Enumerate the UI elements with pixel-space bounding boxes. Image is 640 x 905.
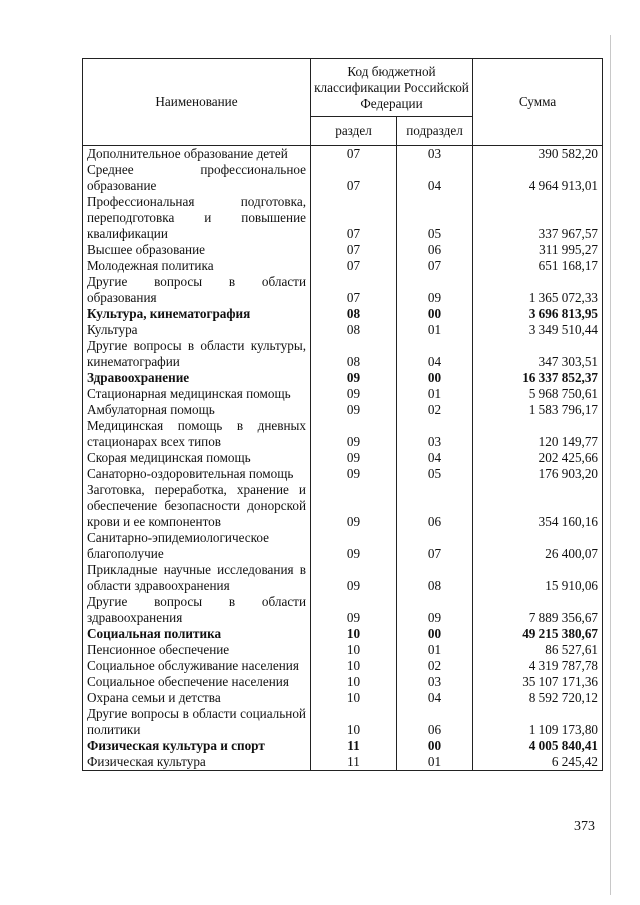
row-name: Другие вопросы в области образования: [83, 274, 311, 306]
table-row: [83, 162, 603, 194]
row-subsection: 04: [397, 338, 473, 370]
budget-table: [82, 58, 603, 771]
table-row: [83, 242, 603, 258]
table-row: [83, 146, 603, 163]
row-section: 10: [311, 642, 397, 658]
row-subsection: 07: [397, 530, 473, 562]
table-row: [83, 738, 603, 754]
row-section: 08: [311, 322, 397, 338]
row-name: Скорая медицинская помощь: [83, 450, 311, 466]
row-name: Здравоохранение: [83, 370, 311, 386]
row-subsection: 01: [397, 322, 473, 338]
table-row: [83, 562, 603, 594]
row-name: Физическая культура: [83, 754, 311, 771]
row-name: Заготовка, переработка, хранение и обеспечение безопасности донорской крови и ее компонентов: [83, 482, 311, 530]
row-subsection: 05: [397, 194, 473, 242]
row-subsection: 03: [397, 674, 473, 690]
row-section: 09: [311, 450, 397, 466]
table-row: [83, 258, 603, 274]
row-subsection: 09: [397, 274, 473, 306]
table-row: [83, 402, 603, 418]
row-name: Социальная политика: [83, 626, 311, 642]
row-subsection: 06: [397, 242, 473, 258]
row-sum: 354 160,16: [473, 482, 603, 530]
row-sum: 6 245,42: [473, 754, 603, 771]
row-name: Молодежная политика: [83, 258, 311, 274]
row-sum: 120 149,77: [473, 418, 603, 450]
row-section: 07: [311, 146, 397, 163]
row-subsection: 07: [397, 258, 473, 274]
header-name: Наименование: [83, 59, 311, 146]
row-section: 09: [311, 402, 397, 418]
row-name: Санитарно-эпидемиологическое благополучие: [83, 530, 311, 562]
row-sum: 15 910,06: [473, 562, 603, 594]
row-subsection: 05: [397, 466, 473, 482]
row-subsection: 03: [397, 418, 473, 450]
row-name: Другие вопросы в области культуры, кинематографии: [83, 338, 311, 370]
row-section: 11: [311, 738, 397, 754]
header-code: Код бюджетной классификации Российской Федерации: [311, 59, 473, 117]
row-section: 08: [311, 338, 397, 370]
row-section: 09: [311, 530, 397, 562]
row-sum: 3 696 813,95: [473, 306, 603, 322]
row-sum: 35 107 171,36: [473, 674, 603, 690]
row-subsection: 03: [397, 146, 473, 163]
table-row: [83, 754, 603, 771]
row-sum: 202 425,66: [473, 450, 603, 466]
row-name: Социальное обеспечение населения: [83, 674, 311, 690]
table-row: [83, 594, 603, 626]
row-section: 09: [311, 594, 397, 626]
row-sum: 8 592 720,12: [473, 690, 603, 706]
row-sum: 337 967,57: [473, 194, 603, 242]
row-sum: 651 168,17: [473, 258, 603, 274]
row-subsection: 04: [397, 450, 473, 466]
row-section: 08: [311, 306, 397, 322]
row-sum: 26 400,07: [473, 530, 603, 562]
row-sum: 390 582,20: [473, 146, 603, 163]
row-section: 09: [311, 562, 397, 594]
row-subsection: 06: [397, 482, 473, 530]
row-name: Культура, кинематография: [83, 306, 311, 322]
row-subsection: 01: [397, 642, 473, 658]
table-row: [83, 626, 603, 642]
row-name: Среднее профессиональное образование: [83, 162, 311, 194]
row-section: 07: [311, 274, 397, 306]
row-sum: 4 005 840,41: [473, 738, 603, 754]
page-edge-line: [610, 35, 611, 895]
header-sum: Сумма: [473, 59, 603, 146]
row-name: Прикладные научные исследования в области здравоохранения: [83, 562, 311, 594]
row-sum: 1 365 072,33: [473, 274, 603, 306]
row-sum: 7 889 356,67: [473, 594, 603, 626]
table-row: [83, 674, 603, 690]
row-sum: 4 319 787,78: [473, 658, 603, 674]
row-name: Другие вопросы в области социальной политики: [83, 706, 311, 738]
row-name: Стационарная медицинская помощь: [83, 386, 311, 402]
table-row: [83, 690, 603, 706]
table-body: [83, 146, 603, 771]
table-row: [83, 642, 603, 658]
row-section: 10: [311, 658, 397, 674]
row-subsection: 00: [397, 370, 473, 386]
table-row: [83, 322, 603, 338]
table-row: [83, 450, 603, 466]
row-name: Высшее образование: [83, 242, 311, 258]
row-name: Амбулаторная помощь: [83, 402, 311, 418]
row-sum: 347 303,51: [473, 338, 603, 370]
row-section: 09: [311, 386, 397, 402]
row-sum: 1 109 173,80: [473, 706, 603, 738]
page-number: 373: [574, 819, 595, 834]
row-sum: 176 903,20: [473, 466, 603, 482]
row-section: 11: [311, 754, 397, 771]
row-sum: 311 995,27: [473, 242, 603, 258]
row-sum: 86 527,61: [473, 642, 603, 658]
table-row: [83, 274, 603, 306]
header-section: раздел: [311, 117, 397, 146]
table-row: [83, 658, 603, 674]
row-subsection: 02: [397, 402, 473, 418]
row-section: 09: [311, 370, 397, 386]
row-section: 10: [311, 706, 397, 738]
row-name: Культура: [83, 322, 311, 338]
row-subsection: 00: [397, 626, 473, 642]
row-section: 07: [311, 162, 397, 194]
table-row: [83, 370, 603, 386]
row-section: 07: [311, 194, 397, 242]
row-section: 07: [311, 242, 397, 258]
row-section: 07: [311, 258, 397, 274]
row-name: Профессиональная подготовка, переподготовка и повышение квалификации: [83, 194, 311, 242]
row-name: Санаторно-оздоровительная помощь: [83, 466, 311, 482]
row-sum: 1 583 796,17: [473, 402, 603, 418]
row-subsection: 04: [397, 690, 473, 706]
row-subsection: 09: [397, 594, 473, 626]
table-row: [83, 482, 603, 530]
row-section: 09: [311, 482, 397, 530]
row-subsection: 08: [397, 562, 473, 594]
row-name: Медицинская помощь в дневных стационарах всех типов: [83, 418, 311, 450]
row-section: 09: [311, 418, 397, 450]
row-name: Дополнительное образование детей: [83, 146, 311, 163]
row-sum: 16 337 852,37: [473, 370, 603, 386]
row-sum: 4 964 913,01: [473, 162, 603, 194]
table-row: [83, 706, 603, 738]
row-section: 10: [311, 690, 397, 706]
header-subsection: подраздел: [397, 117, 473, 146]
row-name: Физическая культура и спорт: [83, 738, 311, 754]
row-subsection: 01: [397, 386, 473, 402]
table-row: [83, 338, 603, 370]
table-row: [83, 466, 603, 482]
row-subsection: 06: [397, 706, 473, 738]
table-row: [83, 306, 603, 322]
row-section: 09: [311, 466, 397, 482]
row-subsection: 00: [397, 738, 473, 754]
row-subsection: 04: [397, 162, 473, 194]
table-row: [83, 530, 603, 562]
row-name: Пенсионное обеспечение: [83, 642, 311, 658]
row-subsection: 00: [397, 306, 473, 322]
row-sum: 3 349 510,44: [473, 322, 603, 338]
table-row: [83, 418, 603, 450]
row-subsection: 02: [397, 658, 473, 674]
row-name: Социальное обслуживание населения: [83, 658, 311, 674]
row-name: Другие вопросы в области здравоохранения: [83, 594, 311, 626]
row-subsection: 01: [397, 754, 473, 771]
row-sum: 5 968 750,61: [473, 386, 603, 402]
row-section: 10: [311, 626, 397, 642]
row-sum: 49 215 380,67: [473, 626, 603, 642]
row-section: 10: [311, 674, 397, 690]
row-name: Охрана семьи и детства: [83, 690, 311, 706]
table-row: [83, 194, 603, 242]
table-row: [83, 386, 603, 402]
